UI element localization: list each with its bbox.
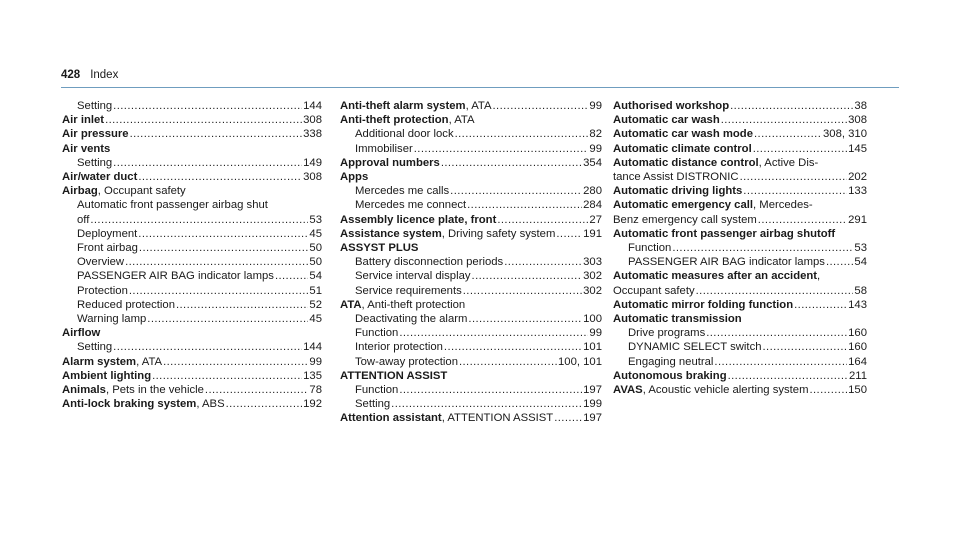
- entry-term: Approval numbers: [340, 156, 440, 169]
- entry-text: DYNAMIC SELECT switch: [628, 341, 762, 354]
- entry-text: Service requirements: [355, 284, 462, 297]
- dot-leader: [414, 142, 589, 156]
- index-entry: [340, 213, 602, 227]
- page-reference: 50: [309, 256, 322, 269]
- entry-text: Reduced protection: [77, 298, 175, 311]
- page-reference: 160: [848, 341, 867, 354]
- page-reference: 50: [309, 242, 322, 255]
- index-subentry: [613, 213, 867, 227]
- index-entry: [62, 170, 322, 184]
- entry-term: Assistance system: [340, 227, 442, 240]
- entry-text: Setting: [355, 398, 391, 411]
- index-subentry: [613, 326, 867, 340]
- dot-leader: [468, 312, 582, 326]
- dot-leader: [497, 213, 588, 227]
- dot-leader: [205, 383, 309, 397]
- page-reference: 308: [303, 171, 322, 184]
- entry-term: Airflow: [62, 327, 101, 340]
- dot-leader: [728, 369, 848, 383]
- page-reference: 51: [309, 284, 322, 297]
- section-title: Index: [90, 69, 119, 81]
- page-reference: 160: [848, 327, 867, 340]
- entry-text: ,: [817, 270, 821, 283]
- index-subentry: [340, 355, 602, 369]
- page-reference: 354: [583, 156, 602, 169]
- entry-text: , ATTENTION ASSIST: [441, 412, 554, 425]
- page-reference: 308: [303, 114, 322, 127]
- dot-leader: [763, 340, 848, 354]
- index-entry: [62, 355, 322, 369]
- index-entry: [613, 127, 867, 141]
- index-entry: [613, 369, 867, 383]
- page-reference: 99: [589, 327, 602, 340]
- header-divider: [61, 87, 899, 88]
- index-entry: [613, 113, 867, 127]
- dot-leader: [459, 355, 557, 369]
- dot-leader: [391, 397, 582, 411]
- index-subentry: [340, 127, 602, 141]
- index-entry: [340, 113, 602, 127]
- dot-leader: [754, 127, 822, 141]
- entry-text: Immobiliser: [355, 142, 413, 155]
- page-reference: 52: [309, 298, 322, 311]
- page-reference: 202: [848, 171, 867, 184]
- entry-text: , ATA: [136, 355, 163, 368]
- index-subentry: [62, 198, 322, 212]
- dot-leader: [556, 227, 582, 241]
- page-reference: 99: [309, 355, 322, 368]
- entry-term: Automatic emergency call: [613, 199, 754, 212]
- index-subentry: [613, 340, 867, 354]
- entry-text: Deactivating the alarm: [355, 313, 468, 326]
- entry-term: Alarm system: [62, 355, 137, 368]
- page-reference: 145: [848, 142, 867, 155]
- entry-text: Setting: [77, 156, 113, 169]
- index-entry: [340, 411, 602, 425]
- index-entry: [62, 397, 322, 411]
- index-subentry: [62, 227, 322, 241]
- page-reference: 191: [583, 227, 602, 240]
- page-reference: 58: [854, 284, 867, 297]
- page-reference: 135: [303, 369, 322, 382]
- dot-leader: [275, 269, 308, 283]
- page-reference: 144: [303, 341, 322, 354]
- entry-text: Benz emergency call system: [613, 213, 757, 226]
- entry-text: Interior protection: [355, 341, 443, 354]
- entry-text: , ATA: [448, 114, 475, 127]
- index-entry: [62, 184, 322, 198]
- index-column-3: [613, 99, 867, 397]
- entry-text: , Pets in the vehicle: [105, 384, 204, 397]
- index-subentry: [62, 340, 322, 354]
- entry-term: Attention assistant: [340, 412, 442, 425]
- entry-text: Mercedes me calls: [355, 185, 450, 198]
- page-reference: 82: [589, 128, 602, 141]
- index-subentry: [340, 326, 602, 340]
- entry-text: PASSENGER AIR BAG indicator lamps: [628, 256, 825, 269]
- entry-term: Automatic transmission: [613, 313, 742, 326]
- index-subentry: [613, 241, 867, 255]
- entry-text: Deployment: [77, 227, 138, 240]
- entry-term: Air vents: [62, 142, 111, 155]
- entry-text: Mercedes me connect: [355, 199, 467, 212]
- page-reference: 197: [583, 412, 602, 425]
- dot-leader: [130, 127, 303, 141]
- index-subentry: [613, 170, 867, 184]
- index-subentry: [613, 255, 867, 269]
- dot-leader: [730, 99, 853, 113]
- index-subentry: [340, 142, 602, 156]
- entry-term: Automatic distance control: [613, 156, 759, 169]
- entry-term: Animals: [62, 384, 106, 397]
- index-subentry: [340, 255, 602, 269]
- dot-leader: [226, 397, 303, 411]
- index-subentry: [62, 99, 322, 113]
- entry-term: ASSYST PLUS: [340, 242, 419, 255]
- entry-text: Service interval display: [355, 270, 471, 283]
- index-entry: [613, 227, 867, 241]
- page-reference: 199: [583, 398, 602, 411]
- page-reference: 303: [583, 256, 602, 269]
- page-reference: 100, 101: [558, 355, 602, 368]
- index-subentry: [62, 213, 322, 227]
- entry-term: Anti-lock braking system: [62, 398, 197, 411]
- dot-leader: [125, 255, 308, 269]
- entry-term: Authorised workshop: [613, 100, 730, 112]
- entry-term: Automatic driving lights: [613, 185, 743, 198]
- entry-term: Apps: [340, 171, 369, 184]
- index-subentry: [62, 269, 322, 283]
- entry-term: ATA: [340, 298, 362, 311]
- index-column-2: [340, 99, 602, 426]
- entry-text: Setting: [77, 100, 113, 112]
- dot-leader: [463, 284, 582, 298]
- dot-leader: [399, 383, 582, 397]
- dot-leader: [139, 241, 309, 255]
- index-entry: [613, 198, 867, 212]
- dot-leader: [554, 411, 582, 425]
- page-reference: 143: [848, 298, 867, 311]
- entry-text: , Acoustic vehicle alerting system: [642, 384, 809, 397]
- entry-text: Additional door lock: [355, 128, 454, 141]
- index-subentry: [62, 284, 322, 298]
- page-reference: 284: [583, 199, 602, 212]
- page-reference: 45: [309, 313, 322, 326]
- page-reference: 45: [309, 227, 322, 240]
- entry-text: Front airbag: [77, 242, 138, 255]
- entry-text: off: [77, 213, 90, 226]
- entry-text: Function: [628, 242, 672, 255]
- dot-leader: [138, 170, 302, 184]
- dot-leader: [504, 255, 582, 269]
- index-entry: [613, 184, 867, 198]
- entry-text: Overview: [77, 256, 125, 269]
- dot-leader: [399, 326, 588, 340]
- page-reference: 211: [848, 369, 867, 382]
- dot-leader: [706, 326, 847, 340]
- dot-leader: [444, 340, 582, 354]
- dot-leader: [794, 298, 847, 312]
- index-entry: [613, 312, 867, 326]
- entry-text: Tow-away protection: [355, 355, 458, 368]
- page-reference: 308, 310: [823, 128, 867, 141]
- index-subentry: [340, 383, 602, 397]
- index-entry: [340, 99, 602, 113]
- entry-text: PASSENGER AIR BAG indicator lamps: [77, 270, 274, 283]
- index-entry: [62, 142, 322, 156]
- dot-leader: [105, 113, 302, 127]
- index-subentry: [62, 241, 322, 255]
- index-entry: [340, 227, 602, 241]
- index-entry: [613, 156, 867, 170]
- dot-leader: [467, 198, 582, 212]
- page-header: [61, 69, 118, 81]
- page-reference: 150: [848, 384, 867, 397]
- entry-term: Anti-theft protection: [340, 114, 449, 127]
- dot-leader: [758, 213, 847, 227]
- entry-text: , Anti-theft protection: [361, 298, 466, 311]
- index-entry: [62, 127, 322, 141]
- dot-leader: [129, 284, 309, 298]
- page-reference: 27: [589, 213, 602, 226]
- index-entry: [340, 298, 602, 312]
- dot-leader: [138, 227, 308, 241]
- entry-text: Engaging neutral: [628, 355, 714, 368]
- entry-term: Assembly licence plate, front: [340, 213, 497, 226]
- page-reference: 100: [583, 313, 602, 326]
- page-reference: 144: [303, 100, 322, 112]
- index-entry: [613, 298, 867, 312]
- index-subentry: [340, 284, 602, 298]
- dot-leader: [113, 99, 302, 113]
- entry-term: Airbag: [62, 185, 98, 198]
- dot-leader: [147, 312, 308, 326]
- dot-leader: [152, 369, 302, 383]
- index-subentry: [613, 355, 867, 369]
- entry-text: Setting: [77, 341, 113, 354]
- entry-text: , Mercedes-: [753, 199, 813, 212]
- dot-leader: [753, 142, 847, 156]
- entry-text: Protection: [77, 284, 128, 297]
- page-reference: 280: [583, 185, 602, 198]
- dot-leader: [176, 298, 308, 312]
- index-subentry: [62, 255, 322, 269]
- entry-term: Automatic mirror folding function: [613, 298, 794, 311]
- entry-term: Automatic measures after an accident: [613, 270, 818, 283]
- page-reference: 99: [589, 142, 602, 155]
- entry-text: Function: [355, 384, 399, 397]
- dot-leader: [163, 355, 308, 369]
- page-reference: 338: [303, 128, 322, 141]
- index-subentry: [340, 198, 602, 212]
- entry-term: Air pressure: [62, 128, 129, 141]
- index-subentry: [340, 397, 602, 411]
- entry-term: Automatic front passenger airbag shutoff: [613, 227, 836, 240]
- dot-leader: [809, 383, 847, 397]
- index-entry: [613, 383, 867, 397]
- index-entry: [340, 170, 602, 184]
- dot-leader: [743, 184, 847, 198]
- page-reference: 53: [854, 242, 867, 255]
- index-entry: [613, 269, 867, 283]
- page-reference: 302: [583, 270, 602, 283]
- page-reference: 308: [848, 114, 867, 127]
- index-subentry: [62, 298, 322, 312]
- page-reference: 54: [854, 256, 867, 269]
- index-entry: [62, 326, 322, 340]
- page-reference: 53: [309, 213, 322, 226]
- index-subentry: [340, 269, 602, 283]
- dot-leader: [721, 113, 847, 127]
- page-reference: 291: [848, 213, 867, 226]
- entry-text: Automatic front passenger airbag shut: [77, 199, 268, 212]
- dot-leader: [696, 284, 854, 298]
- entry-term: Automatic climate control: [613, 142, 752, 155]
- index-entry: [613, 99, 867, 113]
- page-number: 428: [61, 69, 81, 81]
- page-reference: 192: [303, 398, 322, 411]
- dot-leader: [740, 170, 848, 184]
- index-subentry: [340, 340, 602, 354]
- page-reference: 197: [583, 384, 602, 397]
- entry-term: Automatic car wash: [613, 114, 720, 127]
- entry-text: , ABS: [196, 398, 225, 411]
- entry-text: Drive programs: [628, 327, 706, 340]
- page-reference: 101: [583, 341, 602, 354]
- index-entry: [340, 369, 602, 383]
- entry-text: Occupant safety: [613, 284, 695, 297]
- entry-term: ATTENTION ASSIST: [340, 369, 448, 382]
- dot-leader: [826, 255, 853, 269]
- dot-leader: [441, 156, 582, 170]
- page-reference: 302: [583, 284, 602, 297]
- entry-text: , ATA: [465, 100, 492, 112]
- page-reference: 149: [303, 156, 322, 169]
- entry-term: Air/water duct: [62, 171, 138, 184]
- index-column-1: [62, 99, 322, 411]
- entry-text: Warning lamp: [77, 313, 147, 326]
- index-subentry: [613, 284, 867, 298]
- dot-leader: [450, 184, 582, 198]
- page-reference: 99: [589, 100, 602, 112]
- index-entry: [62, 369, 322, 383]
- entry-term: AVAS: [613, 384, 643, 397]
- index-entry: [340, 241, 602, 255]
- index-subentry: [340, 312, 602, 326]
- page-reference: 78: [309, 384, 322, 397]
- index-subentry: [62, 156, 322, 170]
- entry-text: , Driving safety system: [441, 227, 556, 240]
- entry-term: Air inlet: [62, 114, 105, 127]
- dot-leader: [714, 355, 847, 369]
- page-reference: 133: [848, 185, 867, 198]
- entry-text: , Active Dis-: [758, 156, 819, 169]
- dot-leader: [472, 269, 583, 283]
- dot-leader: [493, 99, 589, 113]
- entry-term: Automatic car wash mode: [613, 128, 753, 141]
- entry-term: Ambient lighting: [62, 369, 152, 382]
- entry-term: Autonomous braking: [613, 369, 727, 382]
- dot-leader: [113, 340, 302, 354]
- index-entry: [613, 142, 867, 156]
- page-reference: 38: [854, 100, 867, 112]
- index-entry: [62, 383, 322, 397]
- entry-text: Battery disconnection periods: [355, 256, 504, 269]
- entry-text: Function: [355, 327, 399, 340]
- dot-leader: [113, 156, 302, 170]
- dot-leader: [90, 213, 308, 227]
- index-entry: [62, 113, 322, 127]
- index-entry: [340, 156, 602, 170]
- index-subentry: [62, 312, 322, 326]
- page-reference: 54: [309, 270, 322, 283]
- dot-leader: [455, 127, 589, 141]
- entry-term: Anti-theft alarm system: [340, 100, 466, 112]
- entry-text: , Occupant safety: [97, 185, 186, 198]
- index-subentry: [340, 184, 602, 198]
- entry-text: tance Assist DISTRONIC: [613, 171, 739, 184]
- dot-leader: [672, 241, 853, 255]
- page-reference: 164: [848, 355, 867, 368]
